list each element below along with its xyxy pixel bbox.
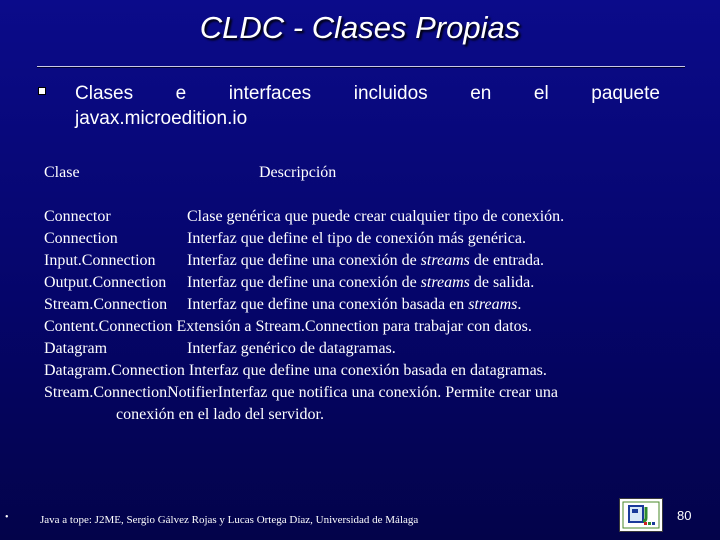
slide-title: CLDC - Clases Propias [199,10,521,45]
footer-bullet: • [5,512,9,523]
class-name: Stream.ConnectionNotifier [44,384,218,401]
class-name: Datagram [44,340,108,357]
table-row [44,206,564,228]
table-row [44,360,564,382]
class-description: Interfaz que define el tipo de conexión más genérica. [187,230,526,247]
class-description: Extensión a Stream.Connection para trabajar con datos. [176,318,532,335]
bullet-word: el [533,83,549,104]
bullet-word: e [175,83,187,104]
class-description: Interfaz que notifica una conexión. Permite crear una [217,384,559,401]
bullet-package-name: javax.microedition.io [75,108,248,129]
bullet-word: en [470,83,492,104]
table-row [44,294,564,316]
class-description: Interfaz que define una conexión basada en datagramas. [188,362,547,379]
header-class: Clase [44,164,80,181]
class-name: Content.Connection [44,318,173,335]
table-row [44,272,564,294]
header-description: Descripción [259,164,337,181]
title-divider [37,66,685,67]
class-name: Stream.Connection [44,296,168,313]
class-name: Output.Connection [44,274,167,291]
bullet-word: Clases [75,83,134,104]
table-row [44,382,564,404]
table-row [44,250,564,272]
description-continuation: conexión en el lado del servidor. [116,406,324,423]
table-row [44,316,564,338]
class-description: Interfaz genérico de datagramas. [187,340,396,357]
class-name: Connector [44,208,111,225]
class-name: Input.Connection [44,252,156,269]
bullet-text-line-1 [75,83,660,105]
page-number: 80 [677,508,692,523]
bullet-word: incluidos [353,83,428,104]
class-description: Clase genérica que puede crear cualquier tipo de conexión. [187,208,565,225]
classes-table [44,206,564,426]
bullet-square-icon [38,87,46,95]
table-row [44,228,564,250]
class-name: Datagram.Connection [44,362,185,379]
j2me-logo-icon [619,498,663,532]
class-description: Interfaz que define una conexión basada en streams. [187,296,522,313]
class-description: Interfaz que define una conexión de streams de entrada. [187,252,545,269]
class-name: Connection [44,230,118,247]
bullet-word: interfaces [228,83,312,104]
footer-credit: Java a tope: J2ME, Sergio Gálvez Rojas y Lucas Ortega Díaz, Universidad de Málaga [40,514,419,526]
table-row [44,338,564,360]
bullet-word: paquete [591,83,660,104]
class-description: Interfaz que define una conexión de streams de salida. [187,274,535,291]
